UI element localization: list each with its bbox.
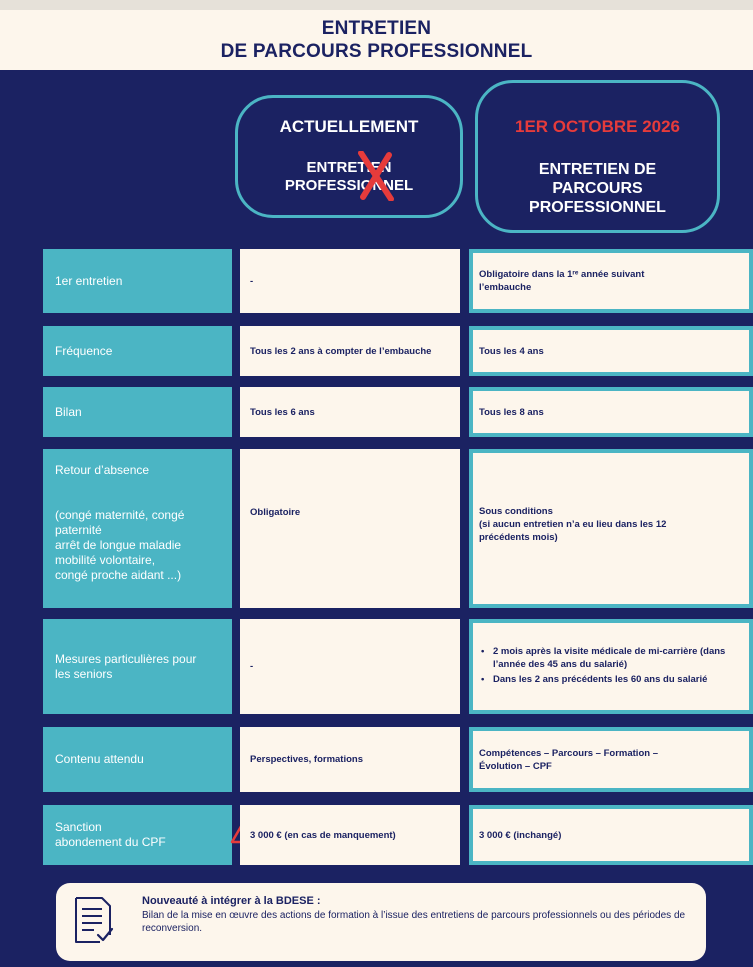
row-label-line4: arrêt de longue maladie <box>55 538 182 552</box>
row-label-line1: Retour d’absence <box>55 463 150 477</box>
row-future-value <box>473 731 749 788</box>
row-future-value: 3 000 € (inchangé) <box>473 809 749 861</box>
future-body <box>529 160 666 217</box>
row-label-line3: paternité <box>55 523 102 537</box>
page-title-line2: DE PARCOURS PROFESSIONNEL <box>220 41 533 62</box>
future-body-line1: ENTRETIEN DE <box>538 161 657 178</box>
list-item: • Dans les 2 ans précédents les 60 ans du salarié <box>493 673 743 686</box>
row-future-line1: Compétences – Parcours – Formation – <box>479 747 658 759</box>
row-future-value <box>473 623 749 710</box>
future-body-line3: PROFESSIONNEL <box>529 199 666 216</box>
table-row <box>0 249 753 313</box>
table-row <box>0 619 753 714</box>
bdese-note <box>56 883 706 961</box>
row-future-frame <box>469 326 753 376</box>
page-title-line1: ENTRETIEN <box>321 18 432 39</box>
current-heading: ACTUELLEMENT <box>279 117 419 136</box>
row-future-value: Tous les 4 ans <box>473 330 749 372</box>
list-item: • 2 mois après la visite médicale de mi-carrière (dans l’année des 45 ans du salarié) <box>493 645 743 671</box>
row-label-line2: (congé maternité, congé <box>55 508 185 522</box>
row-future-frame <box>469 449 753 608</box>
row-future-line1: Obligatoire dans la 1ʳᵉ année suivant <box>479 269 645 280</box>
cross-mark-icon <box>355 151 395 201</box>
table-row <box>0 805 753 865</box>
row-label: Fréquence <box>43 326 232 376</box>
row-future-frame <box>469 727 753 792</box>
row-current-value: Tous les 2 ans à compter de l’embauche <box>240 326 460 376</box>
row-label: Contenu attendu <box>43 727 232 792</box>
row-current-value: 3 000 € (en cas de manquement) <box>240 805 460 865</box>
row-label: 1er entretien <box>43 249 232 313</box>
row-future-line1: Sous conditions <box>479 506 553 517</box>
row-future-value <box>473 453 749 604</box>
table-row <box>0 387 753 437</box>
row-future-frame <box>469 805 753 865</box>
row-label: Bilan <box>43 387 232 437</box>
row-label-line5: mobilité volontaire, <box>55 553 156 567</box>
table-row <box>0 326 753 376</box>
row-future-line3: précédents mois) <box>479 532 558 543</box>
seniors-bullet-list <box>479 645 743 688</box>
current-body <box>285 159 413 195</box>
future-column-header <box>475 80 720 233</box>
row-future-value: Tous les 8 ans <box>473 391 749 433</box>
row-label-line1: Mesures particulières pour <box>55 651 197 666</box>
row-current-value: Perspectives, formations <box>240 727 460 792</box>
row-future-line2: (si aucun entretien n’a eu lieu dans les 12 <box>479 519 667 530</box>
current-body-line1: ENTRETIEN <box>306 159 392 176</box>
row-future-value <box>473 253 749 309</box>
table-row <box>0 449 753 608</box>
future-body-line2: PARCOURS <box>552 180 643 197</box>
row-label-line6: congé proche aidant ...) <box>55 568 182 582</box>
row-label <box>43 805 232 865</box>
page-header <box>0 10 753 70</box>
current-column-header <box>235 95 463 218</box>
row-label <box>43 619 232 714</box>
row-future-line2: Évolution – CPF <box>479 760 552 772</box>
row-future-frame <box>469 387 753 437</box>
row-label-line2: les seniors <box>55 666 113 681</box>
note-title: Nouveauté à intégrer à la BDESE : <box>142 895 321 907</box>
future-heading: 1ER OCTOBRE 2026 <box>514 117 681 136</box>
row-label-line1: Sanction <box>55 820 102 834</box>
note-text: Bilan de la mise en œuvre des actions de formation à l’issue des entretiens de parcours professionnels ou des périodes de reconversion. <box>142 910 686 934</box>
table-row <box>0 727 753 792</box>
row-future-frame <box>469 249 753 313</box>
top-band <box>0 0 753 10</box>
label-spacer <box>55 478 220 493</box>
row-current-value: - <box>240 249 460 313</box>
label-spacer <box>55 493 220 508</box>
current-body-line2: PROFESSIONNEL <box>284 177 414 194</box>
row-future-frame <box>469 619 753 714</box>
row-current-value: - <box>240 619 460 714</box>
row-future-line2: l’embauche <box>479 282 532 293</box>
row-current-value: Obligatoire <box>240 449 460 608</box>
row-current-value: Tous les 6 ans <box>240 387 460 437</box>
document-checklist-icon <box>72 895 114 945</box>
row-label-line2: abondement du CPF <box>55 835 166 849</box>
row-label <box>43 449 232 608</box>
